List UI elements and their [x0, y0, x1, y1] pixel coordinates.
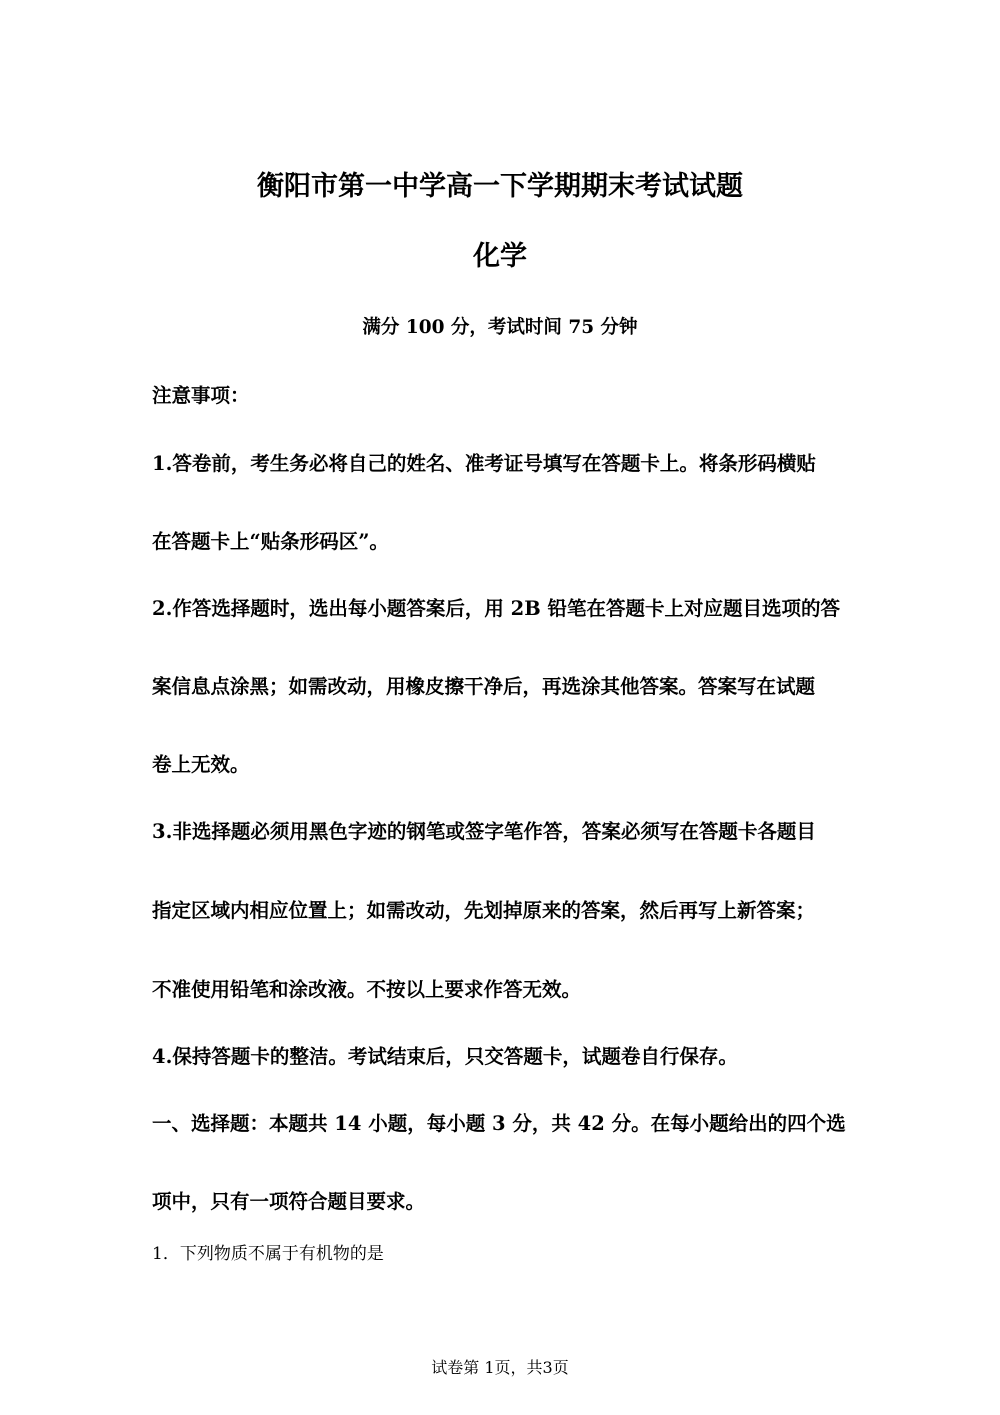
notice-line: 不准使用铅笔和涂改液。不按以上要求作答无效。	[152, 978, 582, 1001]
subject-title: 化学	[473, 241, 527, 272]
page-footer: 试卷第 1页，共3页	[431, 1358, 569, 1377]
notice-line: 在答题卡上“贴条形码区”。	[152, 530, 389, 553]
section-heading-line: 一、选择题：本题共 14 小题，每小题 3 分，共 42 分。在每小题给出的四个选	[152, 1112, 846, 1135]
question-1: 1．下列物质不属于有机物的是	[152, 1244, 384, 1264]
notice-line: 卷上无效。	[152, 753, 250, 776]
notice-line: 3.非选择题必须用黑色字迹的钢笔或签字笔作答，答案必须写在答题卡各题目	[152, 820, 816, 843]
notice-line: 指定区域内相应位置上；如需改动，先划掉原来的答案，然后再写上新答案；	[152, 899, 816, 922]
exam-meta: 满分 100 分，考试时间 75 分钟	[362, 317, 638, 338]
notice-line: 1.答卷前，考生务必将自己的姓名、准考证号填写在答题卡上。将条形码横贴	[152, 452, 816, 475]
section-heading-line: 项中，只有一项符合题目要求。	[152, 1190, 426, 1213]
notice-line: 2.作答选择题时，选出每小题答案后，用 2B 铅笔在答题卡上对应题目选项的答	[152, 597, 840, 620]
notice-line: 4.保持答题卡的整洁。考试结束后，只交答题卡，试题卷自行保存。	[152, 1045, 738, 1068]
notice-heading: 注意事项：	[152, 384, 250, 407]
exam-title: 衡阳市第一中学高一下学期期末考试试题	[257, 171, 743, 202]
notice-line: 案信息点涂黑；如需改动，用橡皮擦干净后，再选涂其他答案。答案写在试题	[152, 675, 816, 698]
